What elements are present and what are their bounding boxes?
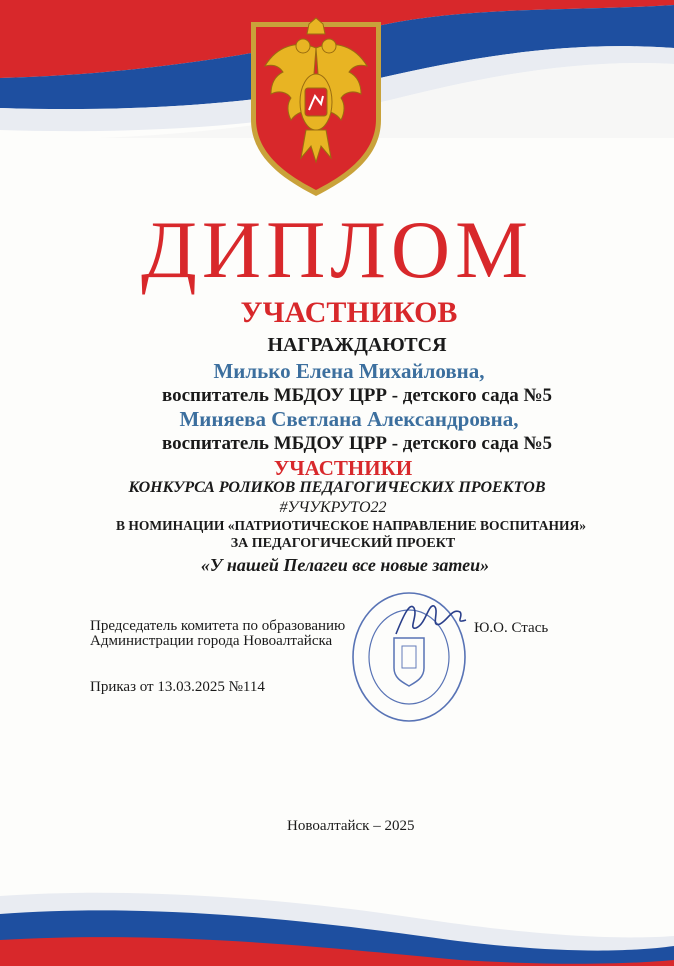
chair-organization: Администрации города Новоалтайска xyxy=(90,633,333,649)
awarded-label: НАГРАЖДАЮТСЯ xyxy=(267,334,447,356)
flag-waves-bottom xyxy=(0,856,674,966)
diploma-title: ДИПЛОМ xyxy=(140,204,534,295)
nomination: В НОМИНАЦИИ «ПАТРИОТИЧЕСКОЕ НАПРАВЛЕНИЕ ВОСПИТАНИЯ» xyxy=(116,518,586,533)
project-label: ЗА ПЕДАГОГИЧЕСКИЙ ПРОЕКТ xyxy=(230,536,456,551)
contest-name: КОНКУРСА РОЛИКОВ ПЕДАГОГИЧЕСКИХ ПРОЕКТОВ xyxy=(128,479,546,496)
recipient-position: воспитатель МБДОУ ЦРР - детского сада №5 xyxy=(161,433,553,454)
signer-name: Ю.О. Стась xyxy=(474,620,549,636)
diploma-subtitle: УЧАСТНИКОВ xyxy=(240,296,458,329)
project-name: «У нашей Пелагеи все новые затеи» xyxy=(200,555,490,575)
order-reference: Приказ от 13.03.2025 №114 xyxy=(90,679,265,695)
coat-of-arms-emblem xyxy=(243,12,389,200)
recipient-name: Милько Елена Михайловна, xyxy=(213,359,485,383)
status-label: УЧАСТНИКИ xyxy=(273,456,413,480)
contest-hashtag: #УЧУКРУТО22 xyxy=(279,499,387,516)
recipient-position: воспитатель МБДОУ ЦРР - детского сада №5 xyxy=(161,385,553,406)
city-year: Новоалтайск – 2025 xyxy=(287,818,415,834)
recipient-name: Миняева Светлана Александровна, xyxy=(179,407,519,431)
handwritten-signature xyxy=(390,594,470,642)
chair-title: Председатель комитета по образованию xyxy=(90,618,346,634)
